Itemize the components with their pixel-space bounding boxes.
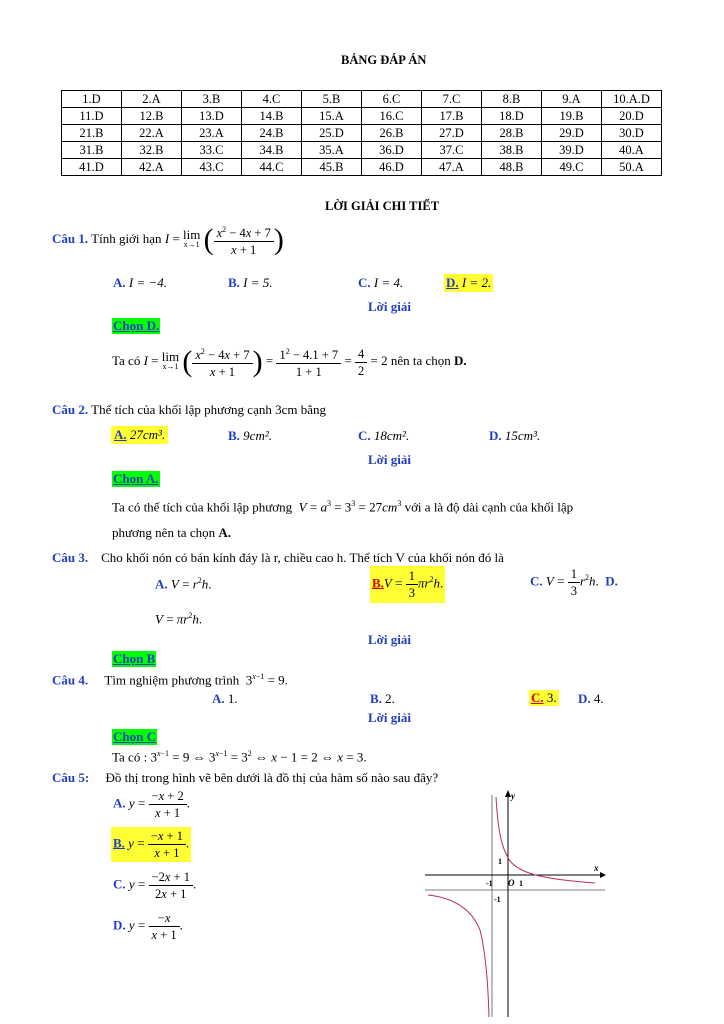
q3-loigiai: Lời giải: [368, 632, 411, 647]
question-1-label: Câu 1.: [52, 231, 89, 247]
answer-table-cell: 19.B: [542, 108, 602, 125]
q1-solution: Ta có I = lim x→1 ( $\frac{x^2 - 4x + 7}{x + 1}$ ) = $\frac{1^2 - 4.1 + 7}{1 + 1}$ = $\frac{4}{2}$ = 2 nên ta chọn D.: [112, 345, 467, 380]
q4-option-b: B. 2.: [370, 691, 395, 706]
answer-table-cell: 15.A: [302, 108, 362, 125]
answer-table-cell: 6.C: [362, 91, 422, 108]
answer-table-cell: 21.B: [62, 125, 122, 142]
answer-table-cell: 11.D: [62, 108, 122, 125]
answer-table-cell: 2.A: [122, 91, 182, 108]
q4-loigiai: Lời giải: [368, 710, 411, 725]
q1-option-d: D. I = 2.: [446, 275, 492, 290]
answer-table-cell: 16.C: [362, 108, 422, 125]
question-4-text: Tìm nghiệm phương trình: [104, 672, 240, 688]
answer-table-cell: 29.D: [542, 125, 602, 142]
answer-table-row: [62, 91, 662, 108]
answer-table-cell: 18.D: [482, 108, 542, 125]
q5-option-c: C. y = $\frac{-2x + 1}{2x + 1}$ .: [113, 870, 197, 901]
y-axis-label: y: [511, 791, 515, 801]
question-5: [52, 770, 438, 786]
answer-table-cell: 43.C: [182, 159, 242, 176]
answer-table-cell: 27.D: [422, 125, 482, 142]
answer-table-cell: 10.A.D: [602, 91, 662, 108]
answer-table-cell: 38.B: [482, 142, 542, 159]
q2-option-d: D. 15cm³.: [489, 428, 541, 443]
question-3-label: Câu 3.: [52, 550, 89, 565]
answer-table-row: [62, 142, 662, 159]
x-axis-label: x: [594, 863, 599, 873]
answer-table-cell: 33.C: [182, 142, 242, 159]
answer-table-cell: 17.B: [422, 108, 482, 125]
function-graph: [420, 785, 610, 1020]
tick-neg1-x: -1: [486, 879, 493, 888]
answer-table-cell: 47.A: [422, 159, 482, 176]
answer-table-cell: 45.B: [302, 159, 362, 176]
answer-table-cell: 39.D: [542, 142, 602, 159]
answer-table-cell: 8.B: [482, 91, 542, 108]
q5-option-b: B. y = $\frac{-x + 1}{x + 1}$ .: [113, 829, 190, 860]
answer-table-cell: 24.B: [242, 125, 302, 142]
answer-table-cell: 41.D: [62, 159, 122, 176]
answer-table-cell: 37.C: [422, 142, 482, 159]
answer-table-cell: 7.C: [422, 91, 482, 108]
answer-table-cell: 46.D: [362, 159, 422, 176]
answer-table-cell: 4.C: [242, 91, 302, 108]
answer-table-title: BẢNG ĐÁP ÁN: [341, 53, 427, 67]
q4-option-d: D. 4.: [578, 691, 604, 706]
answer-table-cell: 30.D: [602, 125, 662, 142]
answer-table-cell: 32.B: [122, 142, 182, 159]
answer-table-cell: 26.B: [362, 125, 422, 142]
q4-solution: Ta có : $3^{x-1} = 9$ ⇔ $3^{x-1} = 3^2$ ⇔ x − 1 = 2 ⇔ x = 3.: [112, 749, 367, 765]
answer-table-cell: 23.A: [182, 125, 242, 142]
q2-option-c: C. 18cm².: [358, 428, 410, 443]
curve-left-branch: [428, 895, 489, 1017]
q5-option-d: D. y = $\frac{-x}{x + 1}$ .: [113, 911, 183, 942]
solution-title: LỜI GIẢI CHI TIẾT: [325, 199, 440, 213]
q1-chon: Chọn D.: [113, 318, 160, 333]
question-3: [52, 550, 504, 566]
q4-chon: Chọn C: [113, 729, 156, 744]
answer-table-cell: 34.B: [242, 142, 302, 159]
answer-table-cell: 3.B: [182, 91, 242, 108]
answer-table-cell: 20.D: [602, 108, 662, 125]
answer-table-row: [62, 159, 662, 176]
question-3-text: Cho khối nón có bán kính đáy là r, chiều cao h. Thể tích V của khối nón đó là: [101, 550, 504, 565]
answer-table-row: [62, 108, 662, 125]
answer-table-cell: 13.D: [182, 108, 242, 125]
answer-table-cell: 12.B: [122, 108, 182, 125]
answer-table-cell: 14.B: [242, 108, 302, 125]
answer-table-cell: 25.D: [302, 125, 362, 142]
q1-loigiai: Lời giải: [368, 299, 411, 314]
answer-table-cell: 31.B: [62, 142, 122, 159]
q3-chon: Chọn B: [113, 651, 156, 666]
q2-loigiai: Lời giải: [368, 452, 411, 467]
q3-option-a: A. $V = r^2h$.: [155, 576, 212, 592]
answer-table-cell: 28.B: [482, 125, 542, 142]
answer-table-cell: 44.C: [242, 159, 302, 176]
answer-table-cell: 48.B: [482, 159, 542, 176]
q1-option-c: C. I = 4.: [358, 275, 404, 290]
q3-option-b: B.V = $\frac{1}{3}$ $\pi r^2h$.: [370, 566, 445, 603]
q2-solution-line1: Ta có thể tích của khối lập phương $V = a^3 = 3^3 = 27cm^3$ với a là độ dài cạnh của khối lập: [112, 499, 574, 515]
tick-1-x: 1: [519, 879, 523, 888]
q4-option-a: A. 1.: [212, 691, 238, 706]
question-1-text: Tính giới hạn: [91, 231, 162, 247]
answer-table-cell: 36.D: [362, 142, 422, 159]
tick-1-y: 1: [498, 857, 502, 866]
answer-table-row: [62, 125, 662, 142]
answer-table-cell: 49.C: [542, 159, 602, 176]
question-5-text: Đồ thị trong hình vẽ bên dưới là đồ thị của hàm số nào sau đây?: [105, 770, 439, 785]
answer-table-cell: 50.A: [602, 159, 662, 176]
question-4: Câu 4. Tìm nghiệm phương trình $3^{x-1} = 9$.: [52, 672, 288, 688]
answer-table-cell: 1.D: [62, 91, 122, 108]
origin-label: O: [508, 878, 515, 888]
question-2-label: Câu 2.: [52, 402, 89, 417]
q5-option-a: A. y = $\frac{-x + 2}{x + 1}$ .: [113, 789, 190, 820]
q2-chon: Chọn A.: [113, 471, 159, 486]
q2-option-a: A. 27cm³.: [111, 426, 168, 444]
x-axis-arrow: [600, 872, 606, 878]
answer-table-cell: 40.A: [602, 142, 662, 159]
q1-option-a: A. I = −4.: [113, 275, 168, 290]
question-5-label: Câu 5:: [52, 770, 90, 785]
q3-option-d-value: $V = \pi r^2h$.: [155, 611, 203, 627]
question-1: Câu 1. Tính giới hạn I = lim x→1 ( $\frac{x^2 - 4x + 7}{x + 1}$ ): [52, 223, 284, 258]
question-2: [52, 402, 326, 418]
q2-solution-line2: phương nên ta chọn A.: [112, 525, 231, 540]
question-4-label: Câu 4.: [52, 672, 89, 688]
q3-option-c: C. V = $\frac{1}{3}$ $r^2h$. D.: [530, 567, 618, 598]
tick-neg1-y: -1: [494, 895, 501, 904]
q1-option-b: B. I = 5.: [228, 275, 273, 290]
answer-table: [61, 90, 662, 176]
q4-option-c: C. 3.: [531, 690, 557, 705]
answer-table-cell: 9.A: [542, 91, 602, 108]
answer-table-cell: 35.A: [302, 142, 362, 159]
answer-table-cell: 42.A: [122, 159, 182, 176]
answer-table-cell: 5.B: [302, 91, 362, 108]
answer-table-cell: 22.A: [122, 125, 182, 142]
q2-option-b: B. 9cm².: [228, 428, 272, 443]
question-2-text: Thể tích của khối lập phương cạnh 3cm bằng: [91, 402, 326, 417]
curve-right-branch: [496, 797, 595, 883]
